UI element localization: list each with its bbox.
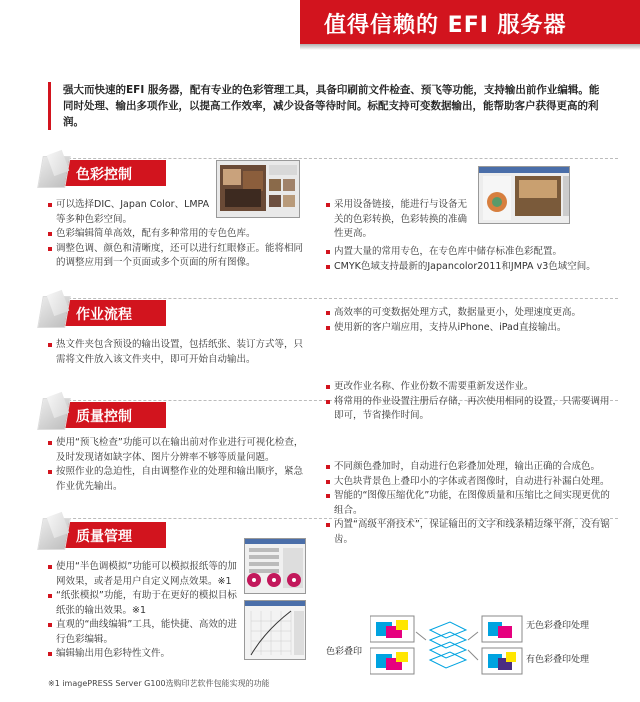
color-right-list-2 <box>326 245 616 274</box>
list-item: 大色块背景色上叠印小的字体或者图像时，自动进行补漏白处理。 <box>326 475 616 490</box>
list-item: 不同颜色叠加时，自动进行色彩叠加处理，输出正确的合成色。 <box>326 460 616 475</box>
quality-left-list <box>48 436 310 494</box>
color-right-list <box>326 198 476 242</box>
list-item: 使用新的客户端应用，支持从iPhone、iPad直接输出。 <box>326 321 616 336</box>
list-item: 更改作业名称、作业份数不需要重新发送作业。 <box>326 380 616 395</box>
list-item: 色彩编辑简单高效，配有多种常用的专色色库。 <box>48 227 310 242</box>
list-item: 智能的“图像压缩优化”功能，在图像质量和压缩比之间实现更优的组合。 <box>326 489 616 518</box>
diagram-bottom-label: 有色彩叠印处理 <box>526 655 590 665</box>
list-item: CMYK色域支持最新的Japancolor2011和JMPA v3色域空间。 <box>326 260 616 275</box>
list-item: 可以选择DIC、Japan Color、LMPA 等多种色彩空间。 <box>48 198 218 227</box>
halftone-dots <box>244 566 308 594</box>
list-item: 采用设备链接，能进行与设备无关的色彩转换，色彩转换的准确性更高。 <box>326 198 476 242</box>
section-title-quality-mgmt: 质量管理 <box>48 522 166 548</box>
list-item: 编辑输出用色彩特性文件。 <box>48 647 238 662</box>
section-divider <box>48 518 618 519</box>
list-item: “纸张模拟”功能，有助于在更好的模拟目标纸张的输出效果。※1 <box>48 589 238 618</box>
footnote: ※1 imagePRESS Server G100选购印艺软件包能实现的功能 <box>48 679 270 688</box>
list-item: 热文件夹包含预设的输出设置，包括纸张、装订方式等，只需将文件放入该文件夹中，即可开始自动输出。 <box>48 338 310 367</box>
list-item: 按照作业的急迫性，自由调整作业的处理和输出顺序，紧急作业优先输出。 <box>48 465 310 494</box>
list-item: 内置大量的常用专色，在专色库中储存标准色彩配置。 <box>326 245 616 260</box>
diagram-left-label: 色彩叠印 <box>326 647 363 657</box>
section-title-color: 色彩控制 <box>48 160 166 186</box>
screenshot-color-manager <box>478 166 570 224</box>
quality-right-list <box>326 460 616 547</box>
list-item: 内置“高级平滑技术”，保证输出的文字和线条精边缘平滑，没有锯齿。 <box>326 518 616 547</box>
page-title: 值得信赖的 EFI 服务器 <box>324 13 567 38</box>
section-title-quality: 质量控制 <box>48 402 166 428</box>
diagram-top-label: 无色彩叠印处理 <box>526 621 590 631</box>
list-item: 直观的“曲线编辑”工具，能快捷、高效的进行色彩编辑。 <box>48 618 238 647</box>
workflow-left-list <box>48 338 310 367</box>
section-divider <box>48 298 618 299</box>
section-title-workflow: 作业流程 <box>48 300 166 326</box>
list-item: 使用“预飞检查”功能可以在输出前对作业进行可视化检查，及时发现诸如缺字体、图片分辨率不够等质量问题。 <box>48 436 310 465</box>
list-item: 高效率的可变数据处理方式，数据量更小，处理速度更高。 <box>326 306 616 321</box>
intro-paragraph: 强大而快速的EFI 服务器，配有专业的色彩管理工具，具备印刷前文件检查、预飞等功能，支持输出前作业编辑。能同时处理、输出多项作业，以提高工作效率，减少设备等待时间。标配支持可变数据输出，能帮助客户获得更高的利润。 <box>48 82 608 130</box>
color-left-list-2 <box>48 227 310 271</box>
section-divider <box>48 158 618 159</box>
quality-mgmt-list <box>48 560 238 662</box>
screenshot-color-editor <box>216 160 300 218</box>
list-item: 调整色调、颜色和清晰度，还可以进行红眼修正。能将相同的调整应用到一个页面或多个页面的所有图像。 <box>48 242 310 271</box>
list-item: 将常用的作业设置注册后存储，再次使用相同的设置，只需要调用即可，节省操作时间。 <box>326 395 616 424</box>
header-banner <box>300 0 640 44</box>
workflow-right-list <box>326 306 616 335</box>
quality-right-top-list <box>326 380 616 424</box>
color-left-list <box>48 198 218 227</box>
list-item: 使用“半色调模拟”功能可以模拟报纸等的加网效果，或者是用户自定义网点效果。※1 <box>48 560 238 589</box>
screenshot-curve-editor <box>244 600 306 660</box>
